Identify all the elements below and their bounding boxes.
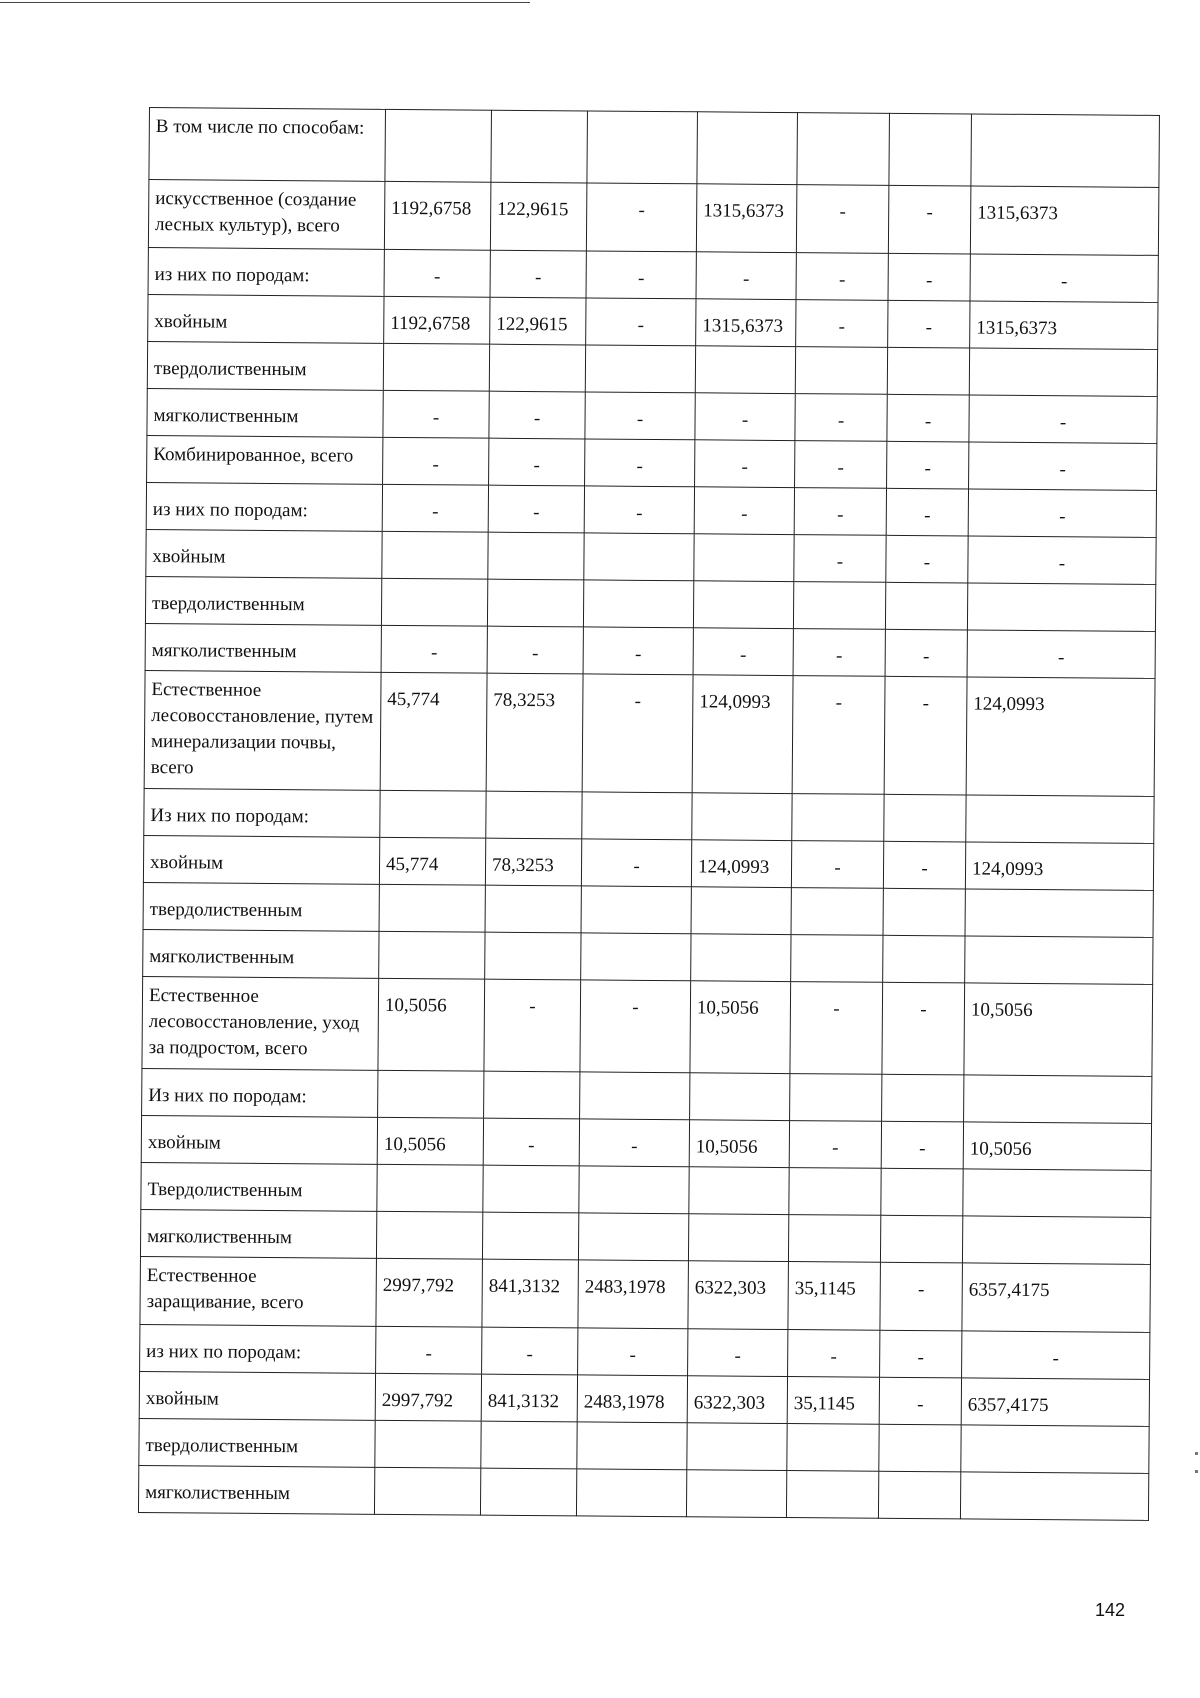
table-cell: - xyxy=(586,183,697,252)
table-cell xyxy=(481,1421,577,1469)
table-cell: - xyxy=(695,440,795,488)
table-cell: - xyxy=(376,1326,482,1374)
table-cell xyxy=(960,1472,1148,1520)
table-cell: - xyxy=(880,1262,963,1331)
table-cell xyxy=(883,935,965,983)
table-cell xyxy=(967,583,1155,631)
table-cell xyxy=(885,582,967,630)
table-cell: - xyxy=(970,254,1158,302)
table-cell xyxy=(488,532,584,580)
table-row xyxy=(141,1162,1151,1217)
table-cell xyxy=(788,1215,880,1263)
table-cell: - xyxy=(383,437,489,485)
table-cell xyxy=(791,888,883,936)
table-cell xyxy=(382,531,488,579)
table-cell: - xyxy=(482,1327,578,1375)
table-row xyxy=(145,623,1155,678)
table-cell: 45,774 xyxy=(380,672,487,791)
table-cell: - xyxy=(882,982,965,1075)
table-cell xyxy=(688,1214,788,1262)
table-cell: - xyxy=(488,485,584,533)
row-label: Естественное лесовосстановление, уход за подростом, всего xyxy=(142,976,379,1070)
table-cell: - xyxy=(586,251,696,299)
table-cell xyxy=(795,347,887,395)
table-cell: 1315,6373 xyxy=(970,301,1158,349)
table-row xyxy=(143,882,1153,937)
table-cell: - xyxy=(794,535,886,583)
table-cell xyxy=(689,1167,789,1215)
table-cell xyxy=(879,1424,961,1472)
row-label: твердолиственным xyxy=(139,1418,375,1467)
table-cell xyxy=(697,112,798,185)
row-label: хвойным xyxy=(143,835,379,884)
table-cell: 2997,792 xyxy=(375,1373,481,1421)
table-cell: 35,1145 xyxy=(788,1262,881,1331)
reforestation-table xyxy=(138,107,1160,1521)
table-row xyxy=(148,180,1159,256)
row-label: хвойным xyxy=(146,529,382,578)
table-cell xyxy=(381,578,487,626)
row-label: мягколиственным xyxy=(140,1209,376,1258)
table-cell xyxy=(887,347,969,395)
table-cell xyxy=(882,1074,964,1122)
table-cell xyxy=(694,534,794,582)
table-row xyxy=(139,1371,1149,1426)
table-cell: 1315,6373 xyxy=(696,184,797,253)
table-cell xyxy=(378,1070,484,1118)
table-cell: 841,3132 xyxy=(482,1259,579,1328)
table-cell xyxy=(971,114,1160,187)
table-cell: - xyxy=(887,394,969,442)
row-label: твердолиственным xyxy=(145,576,381,625)
table-cell xyxy=(480,1468,576,1516)
table-cell: - xyxy=(581,839,691,887)
table-cell: 6322,303 xyxy=(688,1261,789,1330)
table-row xyxy=(146,529,1156,584)
table-cell: - xyxy=(585,439,695,487)
table-cell xyxy=(686,1470,786,1518)
table-cell: 2483,1978 xyxy=(578,1260,689,1329)
table-row xyxy=(138,1465,1148,1520)
table-cell xyxy=(489,344,585,392)
table-cell xyxy=(379,931,485,979)
table-row xyxy=(139,1418,1149,1473)
table-cell: 10,5056 xyxy=(690,981,791,1074)
table-cell xyxy=(487,579,583,627)
table-cell xyxy=(884,794,966,842)
table-cell xyxy=(691,934,791,982)
row-label: Естественное заращивание, всего xyxy=(140,1256,377,1326)
table-cell: - xyxy=(962,1331,1150,1379)
table-cell: - xyxy=(886,488,968,536)
table-cell xyxy=(889,113,972,186)
table-cell xyxy=(482,1212,578,1260)
table-cell xyxy=(963,1169,1151,1217)
table-cell: 10,5056 xyxy=(689,1120,789,1168)
table-cell xyxy=(695,346,795,394)
table-row xyxy=(143,929,1153,984)
table-cell: - xyxy=(578,1328,688,1376)
table-row xyxy=(147,388,1157,443)
table-cell xyxy=(789,1168,881,1216)
table-row xyxy=(140,1324,1150,1379)
table-cell: 6322,303 xyxy=(687,1376,787,1424)
table-cell: - xyxy=(582,674,693,793)
table-row xyxy=(143,835,1153,890)
table-cell: - xyxy=(793,629,885,677)
scan-edge-mark xyxy=(1195,1452,1198,1455)
table-cell: 10,5056 xyxy=(963,1122,1151,1170)
table-row xyxy=(140,1209,1150,1264)
table-cell xyxy=(485,885,581,933)
table-cell: - xyxy=(792,676,885,795)
table-cell: - xyxy=(489,438,585,486)
table-cell: - xyxy=(879,1377,961,1425)
table-cell: 124,0993 xyxy=(691,840,791,888)
table-cell: - xyxy=(796,300,888,348)
row-label: искусственное (создание лесных культур), всего xyxy=(148,180,385,250)
table-cell xyxy=(383,343,489,391)
table-cell: - xyxy=(794,488,886,536)
table-cell: 124,0993 xyxy=(966,677,1155,796)
table-cell xyxy=(880,1215,962,1263)
table-cell: - xyxy=(586,298,696,346)
table-cell: - xyxy=(580,980,691,1073)
table-cell: - xyxy=(383,390,489,438)
table-cell: - xyxy=(694,487,794,535)
scan-edge-mark xyxy=(1195,1470,1198,1473)
table-cell: 2997,792 xyxy=(376,1258,483,1327)
table-cell: - xyxy=(693,628,793,676)
table-cell: 841,3132 xyxy=(481,1374,577,1422)
table-cell: - xyxy=(483,1118,579,1166)
table-cell xyxy=(792,794,884,842)
table-cell: - xyxy=(888,300,970,348)
table-row xyxy=(147,435,1157,490)
table-row xyxy=(147,341,1157,396)
table-cell: - xyxy=(884,676,967,795)
table-cell: - xyxy=(487,626,583,674)
row-label: хвойным xyxy=(148,294,384,343)
table-cell: 78,3253 xyxy=(486,673,583,792)
table-cell: 78,3253 xyxy=(485,838,581,886)
table-cell: 10,5056 xyxy=(964,983,1153,1076)
table-cell: - xyxy=(382,484,488,532)
table-cell: 1315,6373 xyxy=(696,299,796,347)
table-cell: - xyxy=(788,1330,880,1378)
table-cell xyxy=(791,935,883,983)
table-cell: 1192,6758 xyxy=(384,296,490,344)
table-cell xyxy=(485,932,581,980)
table-cell: 1192,6758 xyxy=(384,181,491,250)
table-cell xyxy=(580,1072,690,1120)
table-cell: - xyxy=(795,441,887,489)
table-cell xyxy=(962,1216,1150,1264)
table-cell: - xyxy=(791,841,883,889)
table-cell xyxy=(376,1211,482,1259)
table-row xyxy=(142,976,1153,1076)
row-label: мягколиственным xyxy=(143,929,379,978)
table-cell xyxy=(790,1074,882,1122)
reforestation-table-wrapper xyxy=(138,107,1159,1521)
table-cell: - xyxy=(490,250,586,298)
table-cell: - xyxy=(887,441,969,489)
table-row xyxy=(144,788,1154,843)
table-cell: - xyxy=(880,1330,962,1378)
table-cell xyxy=(687,1423,787,1471)
table-cell: 10,5056 xyxy=(377,1117,483,1165)
table-cell xyxy=(483,1165,579,1213)
row-label: хвойным xyxy=(139,1371,375,1420)
row-label: В том числе по способам: xyxy=(149,108,386,182)
table-cell: - xyxy=(969,395,1157,443)
table-cell xyxy=(385,109,492,182)
table-cell xyxy=(578,1213,688,1261)
table-cell: - xyxy=(696,252,796,300)
table-cell xyxy=(693,581,793,629)
row-label: твердолиственным xyxy=(143,882,379,931)
table-cell xyxy=(964,1075,1152,1123)
table-cell xyxy=(585,345,695,393)
table-cell: - xyxy=(384,249,490,297)
table-cell xyxy=(579,1166,689,1214)
table-row xyxy=(149,108,1160,188)
row-label: Твердолиственным xyxy=(141,1162,377,1211)
table-row xyxy=(141,1115,1151,1170)
table-cell: 35,1145 xyxy=(787,1377,879,1425)
table-cell: 122,9615 xyxy=(490,182,587,251)
table-cell: 122,9615 xyxy=(490,297,586,345)
row-label: из них по породам: xyxy=(146,482,382,531)
table-cell: - xyxy=(584,486,694,534)
row-label: Естественное лесовосстановление, путем минерализации почвы, всего xyxy=(144,670,381,790)
table-cell xyxy=(491,110,588,183)
table-cell xyxy=(878,1471,960,1519)
table-cell: - xyxy=(881,1121,963,1169)
table-row xyxy=(142,1068,1152,1123)
row-label: Из них по породам: xyxy=(142,1068,378,1117)
table-cell xyxy=(582,792,692,840)
table-cell: 45,774 xyxy=(379,837,485,885)
table-cell xyxy=(883,888,965,936)
table-cell: - xyxy=(888,253,970,301)
table-cell: - xyxy=(886,535,968,583)
table-cell: - xyxy=(968,536,1156,584)
table-cell: - xyxy=(579,1119,689,1167)
table-cell xyxy=(375,1420,481,1468)
table-row xyxy=(146,482,1156,537)
table-cell: - xyxy=(968,489,1156,537)
table-cell xyxy=(797,113,890,186)
table-row xyxy=(148,247,1158,302)
table-cell: 2483,1978 xyxy=(577,1375,687,1423)
table-cell xyxy=(380,790,486,838)
table-cell: - xyxy=(381,625,487,673)
table-cell xyxy=(377,1164,483,1212)
table-row xyxy=(148,294,1158,349)
table-cell: - xyxy=(885,629,967,677)
table-cell xyxy=(374,1467,480,1515)
row-label: мягколиственным xyxy=(147,388,383,437)
table-cell: - xyxy=(484,979,581,1072)
table-cell xyxy=(691,887,791,935)
table-cell: - xyxy=(695,393,795,441)
table-cell xyxy=(966,795,1154,843)
table-cell: 124,0993 xyxy=(965,842,1153,890)
row-label: хвойным xyxy=(141,1115,377,1164)
table-cell xyxy=(969,348,1157,396)
table-cell: - xyxy=(888,185,971,254)
table-cell: - xyxy=(795,394,887,442)
row-label: Из них по породам: xyxy=(144,788,380,837)
table-cell xyxy=(786,1471,878,1519)
table-row xyxy=(144,670,1155,796)
table-cell: - xyxy=(789,1121,881,1169)
table-cell xyxy=(787,1424,879,1472)
table-cell xyxy=(581,886,691,934)
table-cell: 1315,6373 xyxy=(970,186,1159,255)
table-cell: 124,0993 xyxy=(692,675,793,794)
table-row xyxy=(145,576,1155,631)
table-cell xyxy=(965,889,1153,937)
table-cell xyxy=(587,111,698,184)
table-cell: 6357,4175 xyxy=(962,1263,1151,1332)
table-cell: - xyxy=(583,627,693,675)
table-cell xyxy=(584,533,694,581)
table-cell: - xyxy=(796,185,889,254)
table-cell xyxy=(965,936,1153,984)
table-cell xyxy=(576,1469,686,1517)
scan-edge-line xyxy=(0,2,530,3)
table-cell: - xyxy=(969,442,1157,490)
table-cell: - xyxy=(883,841,965,889)
table-cell: 10,5056 xyxy=(378,978,485,1071)
row-label: из них по породам: xyxy=(148,247,384,296)
row-label: мягколиственным xyxy=(138,1465,374,1514)
row-label: Комбинированное, всего xyxy=(147,435,383,484)
table-cell: - xyxy=(585,392,695,440)
table-body xyxy=(138,108,1159,1521)
table-cell xyxy=(484,1071,580,1119)
page-number: 142 xyxy=(1095,1600,1126,1620)
table-cell xyxy=(793,582,885,630)
row-label: твердолиственным xyxy=(147,341,383,390)
table-cell: 6357,4175 xyxy=(961,1378,1149,1426)
table-cell: - xyxy=(796,253,888,301)
table-row xyxy=(140,1256,1151,1332)
table-cell xyxy=(881,1168,963,1216)
table-cell xyxy=(577,1422,687,1470)
table-cell xyxy=(581,933,691,981)
table-cell: - xyxy=(967,630,1155,678)
table-cell xyxy=(486,791,582,839)
row-label: из них по породам: xyxy=(140,1324,376,1373)
row-label: мягколиственным xyxy=(145,623,381,672)
table-cell xyxy=(961,1425,1149,1473)
table-cell: - xyxy=(790,982,883,1075)
table-cell xyxy=(379,884,485,932)
table-cell xyxy=(583,580,693,628)
table-cell xyxy=(692,793,792,841)
table-cell xyxy=(690,1073,790,1121)
table-cell: - xyxy=(688,1329,788,1377)
table-cell: - xyxy=(489,391,585,439)
